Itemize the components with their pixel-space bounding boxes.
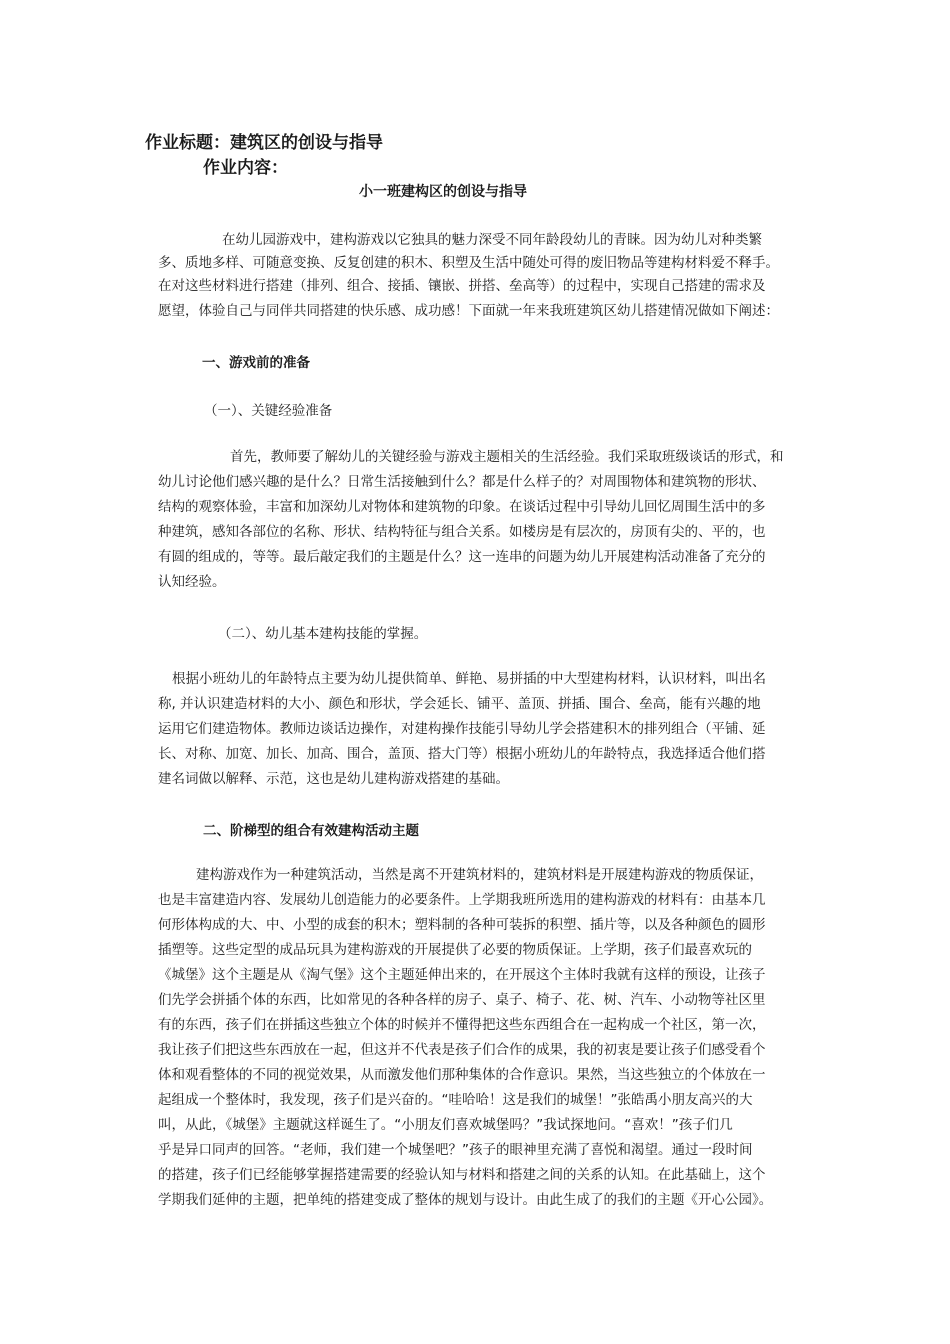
- paragraph-line: 长、对称、加宽、加长、加高、围合，盖顶、搭大门等）根据小班幼儿的年龄特点，我选择适合他们搭: [158, 746, 766, 762]
- paragraph-line: 起组成一个整体时，我发现，孩子们是兴奋的。“哇哈哈！这是我们的城堡！”张皓禹小朋友高兴的大: [158, 1092, 753, 1108]
- paragraph-line: 也是丰富建造内容、发展幼儿创造能力的必要条件。上学期我班所选用的建构游戏的材料有：由基本几: [158, 892, 766, 908]
- paragraph-line: 种建筑，感知各部位的名称、形状、结构特征与组合关系。如楼房是有层次的，房顶有尖的、平的，也: [158, 524, 766, 540]
- paragraph-line: 幼儿讨论他们感兴趣的是什么？日常生活接触到什么？都是什么样子的？对周围物体和建筑物的形状、: [158, 474, 766, 490]
- paragraph-line: 学期我们延伸的主题，把单纯的搭建变成了整体的规划与设计。由此生成了的我们的主题《开心公园》。: [158, 1192, 773, 1208]
- paragraph-line: 的搭建，孩子们已经能够掌握搭建需要的经验认知与材料和搭建之间的关系的认知。在此基础上，这个: [158, 1167, 766, 1183]
- paragraph-line: 结构的观察体验，丰富和加深幼儿对物体和建筑物的印象。在谈话过程中引导幼儿回忆周围生活中的多: [158, 499, 766, 515]
- intro-line: 在幼儿园游戏中，建构游戏以它独具的魅力深受不同年龄段幼儿的青睐。因为幼儿对种类繁: [222, 232, 762, 248]
- paragraph-line: 《城堡》这个主题是从《淘气堡》这个主题延伸出来的，在开展这个主体时我就有这样的预设，让孩子: [158, 967, 766, 983]
- paragraph-line: 们先学会拼插个体的东西，比如常见的各种各样的房子、桌子、椅子、花、树、汽车、小动物等社区里: [158, 992, 766, 1008]
- paragraph-line: 首先，教师要了解幼儿的关键经验与游戏主题相关的生活经验。我们采取班级谈话的形式，和: [230, 449, 784, 465]
- subsection-heading: （二）、幼儿基本建构技能的掌握。: [218, 626, 428, 642]
- paragraph-line: 体和观看整体的不同的视觉效果，从而激发他们那种集体的合作意识。果然，当这些独立的个体放在一: [158, 1067, 766, 1083]
- section-heading: 二、阶梯型的组合有效建构活动主题: [203, 823, 419, 839]
- article-title: 小一班建构区的创设与指导: [359, 184, 527, 200]
- section-heading: 一、游戏前的准备: [202, 355, 310, 371]
- assignment-title: 作业标题：建筑区的创设与指导: [145, 133, 383, 153]
- assignment-content-label: 作业内容：: [203, 158, 288, 178]
- paragraph-line: 有的东西，孩子们在拼插这些独立个体的时候并不懂得把这些东西组合在一起构成一个社区，第一次，: [158, 1017, 766, 1033]
- paragraph-line: 建构游戏作为一种建筑活动，当然是离不开建筑材料的，建筑材料是开展建构游戏的物质保证，: [196, 867, 763, 883]
- paragraph-line: 运用它们建造物体。教师边谈话边操作，对建构操作技能引导幼儿学会搭建积木的排列组合（平铺、延: [158, 721, 766, 737]
- intro-line: 在对这些材料进行搭建（排列、组合、接插、镶嵌、拼搭、垒高等）的过程中，实现自己搭建的需求及: [158, 278, 766, 294]
- paragraph-line: 叫，从此，《城堡》主题就这样诞生了。“小朋友们喜欢城堡吗？”我试探地问。“喜欢！”孩子们几: [158, 1117, 733, 1133]
- paragraph-line: 称, 并认识建造材料的大小、颜色和形状，学会延长、铺平、盖顶、拼插、围合、垒高，能有兴趣的地: [158, 696, 761, 712]
- paragraph-line: 插塑等。这些定型的成品玩具为建构游戏的开展提供了必要的物质保证。上学期，孩子们最喜欢玩的: [158, 942, 752, 958]
- paragraph-line: 认知经验。: [158, 574, 226, 590]
- subsection-heading: （一）、关键经验准备: [204, 403, 333, 419]
- intro-line: 愿望，体验自己与同伴共同搭建的快乐感、成功感！下面就一年来我班建筑区幼儿搭建情况做如下阐述：: [158, 303, 779, 319]
- intro-line: 多、质地多样、可随意变换、反复创建的积木、积塑及生活中随处可得的废旧物品等建构材料爱不释手。: [158, 255, 779, 271]
- paragraph-line: 有圆的组成的，等等。最后敲定我们的主题是什么？这一连串的问题为幼儿开展建构活动准备了充分的: [158, 549, 766, 565]
- paragraph-line: 建名词做以解释、示范，这也是幼儿建构游戏搭建的基础。: [158, 771, 509, 787]
- paragraph-line: 我让孩子们把这些东西放在一起，但这并不代表是孩子们合作的成果，我的初衷是要让孩子们感受看个: [158, 1042, 766, 1058]
- paragraph-line: 根据小班幼儿的年龄特点主要为幼儿提供简单、鲜艳、易拼插的中大型建构材料，认识材料，叫出名: [172, 671, 766, 687]
- paragraph-line: 何形体构成的大、中、小型的成套的积木；塑料制的各种可装拆的积塑、插片等，以及各种颜色的圆形: [158, 917, 766, 933]
- paragraph-line: 乎是异口同声的回答。“老师，我们建一个城堡吧？”孩子的眼神里充满了喜悦和渴望。通过一段时间: [158, 1142, 753, 1158]
